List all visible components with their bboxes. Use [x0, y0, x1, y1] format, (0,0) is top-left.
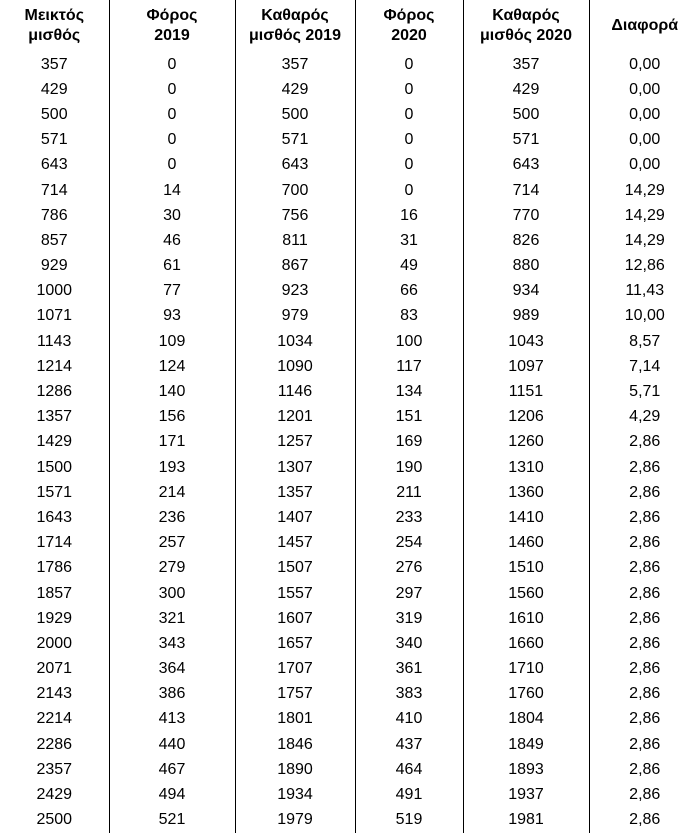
table-body	[0, 52, 700, 833]
difference-cell: 0,00	[589, 77, 700, 102]
tax-2019-cell: 0	[109, 102, 235, 127]
difference-cell: 2,86	[589, 505, 700, 530]
tax-2020-cell: 117	[355, 354, 463, 379]
difference-cell: 0,00	[589, 52, 700, 77]
net-salary-2019-cell: 811	[235, 228, 355, 253]
difference-cell: 2,86	[589, 657, 700, 682]
gross-salary-cell: 1143	[0, 329, 109, 354]
difference-cell: 2,86	[589, 531, 700, 556]
tax-2019-cell: 140	[109, 379, 235, 404]
net-salary-2019-cell: 1846	[235, 732, 355, 757]
gross-salary-cell: 786	[0, 203, 109, 228]
gross-salary-cell: 2357	[0, 757, 109, 782]
tax-2020-cell: 297	[355, 581, 463, 606]
net-salary-2019-cell: 1801	[235, 707, 355, 732]
difference-cell: 7,14	[589, 354, 700, 379]
net-salary-2019-cell: 1034	[235, 329, 355, 354]
difference-cell: 8,57	[589, 329, 700, 354]
net-salary-2019-cell: 643	[235, 153, 355, 178]
tax-2019-cell: 364	[109, 657, 235, 682]
difference-cell: 5,71	[589, 379, 700, 404]
header-gross-salary: Μεικτός μισθός	[0, 0, 109, 52]
tax-2019-cell: 413	[109, 707, 235, 732]
tax-2020-cell: 0	[355, 153, 463, 178]
gross-salary-cell: 2143	[0, 682, 109, 707]
net-salary-2019-cell: 1979	[235, 808, 355, 833]
tax-2020-cell: 0	[355, 128, 463, 153]
net-salary-2020-cell: 1981	[463, 808, 589, 833]
table-row	[0, 178, 700, 203]
gross-salary-cell: 2429	[0, 782, 109, 807]
gross-salary-cell: 929	[0, 254, 109, 279]
difference-cell: 0,00	[589, 128, 700, 153]
tax-2020-cell: 211	[355, 480, 463, 505]
gross-salary-cell: 1357	[0, 405, 109, 430]
tax-2020-cell: 254	[355, 531, 463, 556]
tax-2019-cell: 494	[109, 782, 235, 807]
gross-salary-cell: 1786	[0, 556, 109, 581]
header-tax-2020: Φόρος 2020	[355, 0, 463, 52]
tax-2019-cell: 0	[109, 52, 235, 77]
net-salary-2019-cell: 923	[235, 279, 355, 304]
gross-salary-cell: 429	[0, 77, 109, 102]
gross-salary-cell: 2500	[0, 808, 109, 833]
gross-salary-cell: 2286	[0, 732, 109, 757]
net-salary-2019-cell: 1407	[235, 505, 355, 530]
net-salary-2019-cell: 1707	[235, 657, 355, 682]
difference-cell: 14,29	[589, 178, 700, 203]
difference-cell: 2,86	[589, 581, 700, 606]
net-salary-2019-cell: 571	[235, 128, 355, 153]
net-salary-2019-cell: 1357	[235, 480, 355, 505]
tax-2019-cell: 0	[109, 128, 235, 153]
tax-2020-cell: 151	[355, 405, 463, 430]
table-row	[0, 405, 700, 430]
tax-2019-cell: 279	[109, 556, 235, 581]
difference-cell: 2,86	[589, 757, 700, 782]
net-salary-2020-cell: 1560	[463, 581, 589, 606]
net-salary-2019-cell: 756	[235, 203, 355, 228]
table-row	[0, 153, 700, 178]
header-row	[0, 0, 700, 52]
net-salary-2020-cell: 770	[463, 203, 589, 228]
tax-2019-cell: 93	[109, 304, 235, 329]
table-row	[0, 254, 700, 279]
tax-2020-cell: 169	[355, 430, 463, 455]
table-row	[0, 279, 700, 304]
gross-salary-cell: 1500	[0, 455, 109, 480]
gross-salary-cell: 571	[0, 128, 109, 153]
tax-2020-cell: 233	[355, 505, 463, 530]
table-row	[0, 657, 700, 682]
gross-salary-cell: 500	[0, 102, 109, 127]
net-salary-2020-cell: 1410	[463, 505, 589, 530]
table-row	[0, 77, 700, 102]
gross-salary-cell: 1071	[0, 304, 109, 329]
table-row	[0, 505, 700, 530]
tax-2020-cell: 464	[355, 757, 463, 782]
header-net-salary-2020: Καθαρός μισθός 2020	[463, 0, 589, 52]
tax-2019-cell: 156	[109, 405, 235, 430]
tax-2020-cell: 0	[355, 178, 463, 203]
gross-salary-cell: 1857	[0, 581, 109, 606]
net-salary-2020-cell: 500	[463, 102, 589, 127]
net-salary-2019-cell: 1657	[235, 631, 355, 656]
table-row	[0, 455, 700, 480]
table-row	[0, 354, 700, 379]
gross-salary-cell: 1429	[0, 430, 109, 455]
net-salary-2020-cell: 1097	[463, 354, 589, 379]
tax-2019-cell: 386	[109, 682, 235, 707]
gross-salary-cell: 1214	[0, 354, 109, 379]
table-row	[0, 480, 700, 505]
difference-cell: 10,00	[589, 304, 700, 329]
table-row	[0, 631, 700, 656]
net-salary-2019-cell: 1457	[235, 531, 355, 556]
tax-2019-cell: 300	[109, 581, 235, 606]
tax-2019-cell: 343	[109, 631, 235, 656]
difference-cell: 2,86	[589, 682, 700, 707]
tax-2019-cell: 171	[109, 430, 235, 455]
tax-2019-cell: 77	[109, 279, 235, 304]
net-salary-2020-cell: 1043	[463, 329, 589, 354]
difference-cell: 2,86	[589, 606, 700, 631]
net-salary-2020-cell: 1610	[463, 606, 589, 631]
net-salary-2020-cell: 1510	[463, 556, 589, 581]
gross-salary-cell: 857	[0, 228, 109, 253]
tax-2020-cell: 383	[355, 682, 463, 707]
net-salary-2020-cell: 1937	[463, 782, 589, 807]
table-row	[0, 808, 700, 833]
difference-cell: 2,86	[589, 782, 700, 807]
tax-2020-cell: 16	[355, 203, 463, 228]
tax-2020-cell: 437	[355, 732, 463, 757]
net-salary-2019-cell: 867	[235, 254, 355, 279]
gross-salary-cell: 1000	[0, 279, 109, 304]
tax-2019-cell: 193	[109, 455, 235, 480]
table-row	[0, 732, 700, 757]
net-salary-2019-cell: 1090	[235, 354, 355, 379]
net-salary-2020-cell: 1849	[463, 732, 589, 757]
net-salary-2019-cell: 1257	[235, 430, 355, 455]
net-salary-2020-cell: 571	[463, 128, 589, 153]
tax-2020-cell: 0	[355, 52, 463, 77]
table-row	[0, 606, 700, 631]
tax-2019-cell: 14	[109, 178, 235, 203]
gross-salary-cell: 2071	[0, 657, 109, 682]
difference-cell: 11,43	[589, 279, 700, 304]
net-salary-2020-cell: 1310	[463, 455, 589, 480]
difference-cell: 2,86	[589, 480, 700, 505]
net-salary-2020-cell: 826	[463, 228, 589, 253]
tax-2020-cell: 361	[355, 657, 463, 682]
net-salary-2020-cell: 1460	[463, 531, 589, 556]
net-salary-2019-cell: 979	[235, 304, 355, 329]
tax-2019-cell: 30	[109, 203, 235, 228]
difference-cell: 2,86	[589, 808, 700, 833]
net-salary-2019-cell: 1557	[235, 581, 355, 606]
net-salary-2019-cell: 1201	[235, 405, 355, 430]
tax-2020-cell: 519	[355, 808, 463, 833]
difference-cell: 2,86	[589, 430, 700, 455]
tax-2019-cell: 521	[109, 808, 235, 833]
tax-2020-cell: 491	[355, 782, 463, 807]
tax-2019-cell: 321	[109, 606, 235, 631]
header-tax-2019: Φόρος 2019	[109, 0, 235, 52]
table-row	[0, 52, 700, 77]
table-row	[0, 531, 700, 556]
tax-2019-cell: 214	[109, 480, 235, 505]
net-salary-2019-cell: 357	[235, 52, 355, 77]
gross-salary-cell: 2214	[0, 707, 109, 732]
gross-salary-cell: 1571	[0, 480, 109, 505]
table-row	[0, 379, 700, 404]
net-salary-2020-cell: 1151	[463, 379, 589, 404]
net-salary-2020-cell: 1760	[463, 682, 589, 707]
header-difference: Διαφορά	[589, 0, 700, 52]
gross-salary-cell: 2000	[0, 631, 109, 656]
net-salary-2020-cell: 1660	[463, 631, 589, 656]
net-salary-2020-cell: 989	[463, 304, 589, 329]
net-salary-2019-cell: 429	[235, 77, 355, 102]
net-salary-2019-cell: 1934	[235, 782, 355, 807]
net-salary-2019-cell: 1307	[235, 455, 355, 480]
table-row	[0, 682, 700, 707]
gross-salary-cell: 1643	[0, 505, 109, 530]
table-row	[0, 102, 700, 127]
table-row	[0, 329, 700, 354]
tax-2020-cell: 319	[355, 606, 463, 631]
table-row	[0, 707, 700, 732]
difference-cell: 0,00	[589, 102, 700, 127]
tax-2020-cell: 0	[355, 102, 463, 127]
tax-2019-cell: 0	[109, 153, 235, 178]
difference-cell: 14,29	[589, 228, 700, 253]
difference-cell: 0,00	[589, 153, 700, 178]
tax-2020-cell: 410	[355, 707, 463, 732]
net-salary-2020-cell: 714	[463, 178, 589, 203]
table-row	[0, 128, 700, 153]
tax-2019-cell: 236	[109, 505, 235, 530]
difference-cell: 2,86	[589, 455, 700, 480]
net-salary-2019-cell: 700	[235, 178, 355, 203]
tax-2020-cell: 340	[355, 631, 463, 656]
net-salary-2020-cell: 1710	[463, 657, 589, 682]
net-salary-2019-cell: 1890	[235, 757, 355, 782]
tax-2020-cell: 0	[355, 77, 463, 102]
tax-2019-cell: 440	[109, 732, 235, 757]
gross-salary-cell: 1714	[0, 531, 109, 556]
difference-cell: 12,86	[589, 254, 700, 279]
net-salary-2020-cell: 1804	[463, 707, 589, 732]
difference-cell: 2,86	[589, 631, 700, 656]
net-salary-2019-cell: 1146	[235, 379, 355, 404]
gross-salary-cell: 357	[0, 52, 109, 77]
tax-2020-cell: 83	[355, 304, 463, 329]
net-salary-2020-cell: 934	[463, 279, 589, 304]
tax-2019-cell: 109	[109, 329, 235, 354]
table-row	[0, 304, 700, 329]
net-salary-2020-cell: 1206	[463, 405, 589, 430]
gross-salary-cell: 714	[0, 178, 109, 203]
tax-2019-cell: 46	[109, 228, 235, 253]
difference-cell: 2,86	[589, 556, 700, 581]
table-row	[0, 757, 700, 782]
difference-cell: 14,29	[589, 203, 700, 228]
tax-2020-cell: 276	[355, 556, 463, 581]
difference-cell: 2,86	[589, 732, 700, 757]
tax-2020-cell: 100	[355, 329, 463, 354]
table-row	[0, 581, 700, 606]
net-salary-2019-cell: 1757	[235, 682, 355, 707]
table-row	[0, 203, 700, 228]
tax-2019-cell: 124	[109, 354, 235, 379]
tax-2019-cell: 0	[109, 77, 235, 102]
net-salary-2019-cell: 1507	[235, 556, 355, 581]
net-salary-2020-cell: 1893	[463, 757, 589, 782]
gross-salary-cell: 643	[0, 153, 109, 178]
net-salary-2020-cell: 1360	[463, 480, 589, 505]
tax-2019-cell: 257	[109, 531, 235, 556]
table-row	[0, 782, 700, 807]
net-salary-2019-cell: 1607	[235, 606, 355, 631]
net-salary-2020-cell: 1260	[463, 430, 589, 455]
table-row	[0, 430, 700, 455]
tax-2020-cell: 190	[355, 455, 463, 480]
header-net-salary-2019: Καθαρός μισθός 2019	[235, 0, 355, 52]
tax-2020-cell: 31	[355, 228, 463, 253]
tax-2020-cell: 134	[355, 379, 463, 404]
difference-cell: 4,29	[589, 405, 700, 430]
difference-cell: 2,86	[589, 707, 700, 732]
gross-salary-cell: 1286	[0, 379, 109, 404]
net-salary-2020-cell: 643	[463, 153, 589, 178]
table-row	[0, 228, 700, 253]
tax-2020-cell: 66	[355, 279, 463, 304]
table-row	[0, 556, 700, 581]
tax-2019-cell: 467	[109, 757, 235, 782]
net-salary-2020-cell: 880	[463, 254, 589, 279]
net-salary-2020-cell: 429	[463, 77, 589, 102]
net-salary-2020-cell: 357	[463, 52, 589, 77]
tax-2019-cell: 61	[109, 254, 235, 279]
tax-2020-cell: 49	[355, 254, 463, 279]
net-salary-2019-cell: 500	[235, 102, 355, 127]
gross-salary-cell: 1929	[0, 606, 109, 631]
